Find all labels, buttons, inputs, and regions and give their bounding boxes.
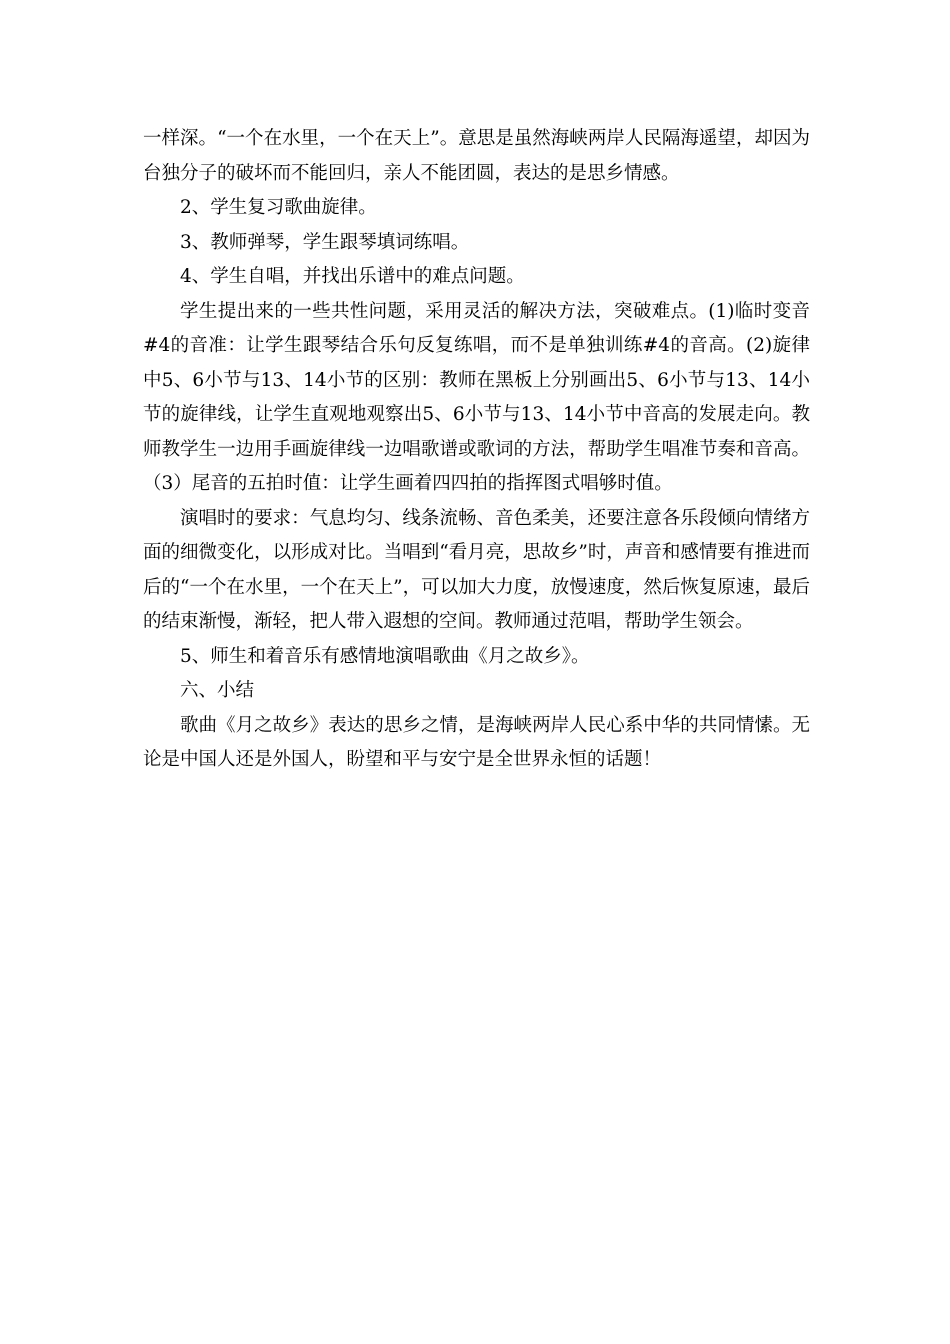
paragraph-difficulties: 学生提出来的一些共性问题，采用灵活的解决方法，突破难点。(1)临时变音#4的音准：让学生跟琴结合乐句反复练唱，而不是单独训练#4的音高。(2)旋律中5、6小节与13、14小节的区别：教师在黑板上分别画出5、6小节与13、14小节的旋律线，让学生直观地观察出5、6小节与13、14小节中音高的发展走向。教师教学生一边用手画旋律线一边唱歌谱或歌词的方法，帮助学生唱准节奏和音高。（3）尾音的五拍时值：让学生画着四四拍的指挥图式唱够时值。 bbox=[143, 300, 810, 494]
paragraph-step-4: 4、学生自唱，并找出乐谱中的难点问题。 bbox=[180, 266, 525, 287]
paragraph-step-2: 2、学生复习歌曲旋律。 bbox=[180, 197, 377, 218]
paragraph-continuation: 一样深。“一个在水里，一个在天上”。意思是虽然海峡两岸人民隔海遥望，却因为台独分子的破坏而不能回归，亲人不能团圆，表达的是思乡情感。 bbox=[143, 128, 810, 184]
paragraph-summary: 歌曲《月之故乡》表达的思乡之情，是海峡两岸人民心系中华的共同情愫。无论是中国人还是外国人，盼望和平与安宁是全世界永恒的话题！ bbox=[143, 714, 810, 770]
paragraph-step-5: 5、师生和着音乐有感情地演唱歌曲《月之故乡》。 bbox=[180, 645, 590, 667]
paragraph-singing-requirements: 演唱时的要求：气息均匀、线条流畅、音色柔美，还要注意各乐段倾向情绪方面的细微变化，以形成对比。当唱到“看月亮，思故乡”时，声音和感情要有推进而后的“一个在水里，一个在天上”，可以加大力度，放慢速度，然后恢复原速，最后的结束渐慢，渐轻，把人带入遐想的空间。教师通过范唱，帮助学生领会。 bbox=[143, 507, 810, 632]
paragraph-step-3: 3、教师弹琴，学生跟琴填词练唱。 bbox=[180, 231, 470, 253]
document-page bbox=[143, 122, 810, 778]
section-heading-summary: 六、小结 bbox=[180, 680, 255, 701]
